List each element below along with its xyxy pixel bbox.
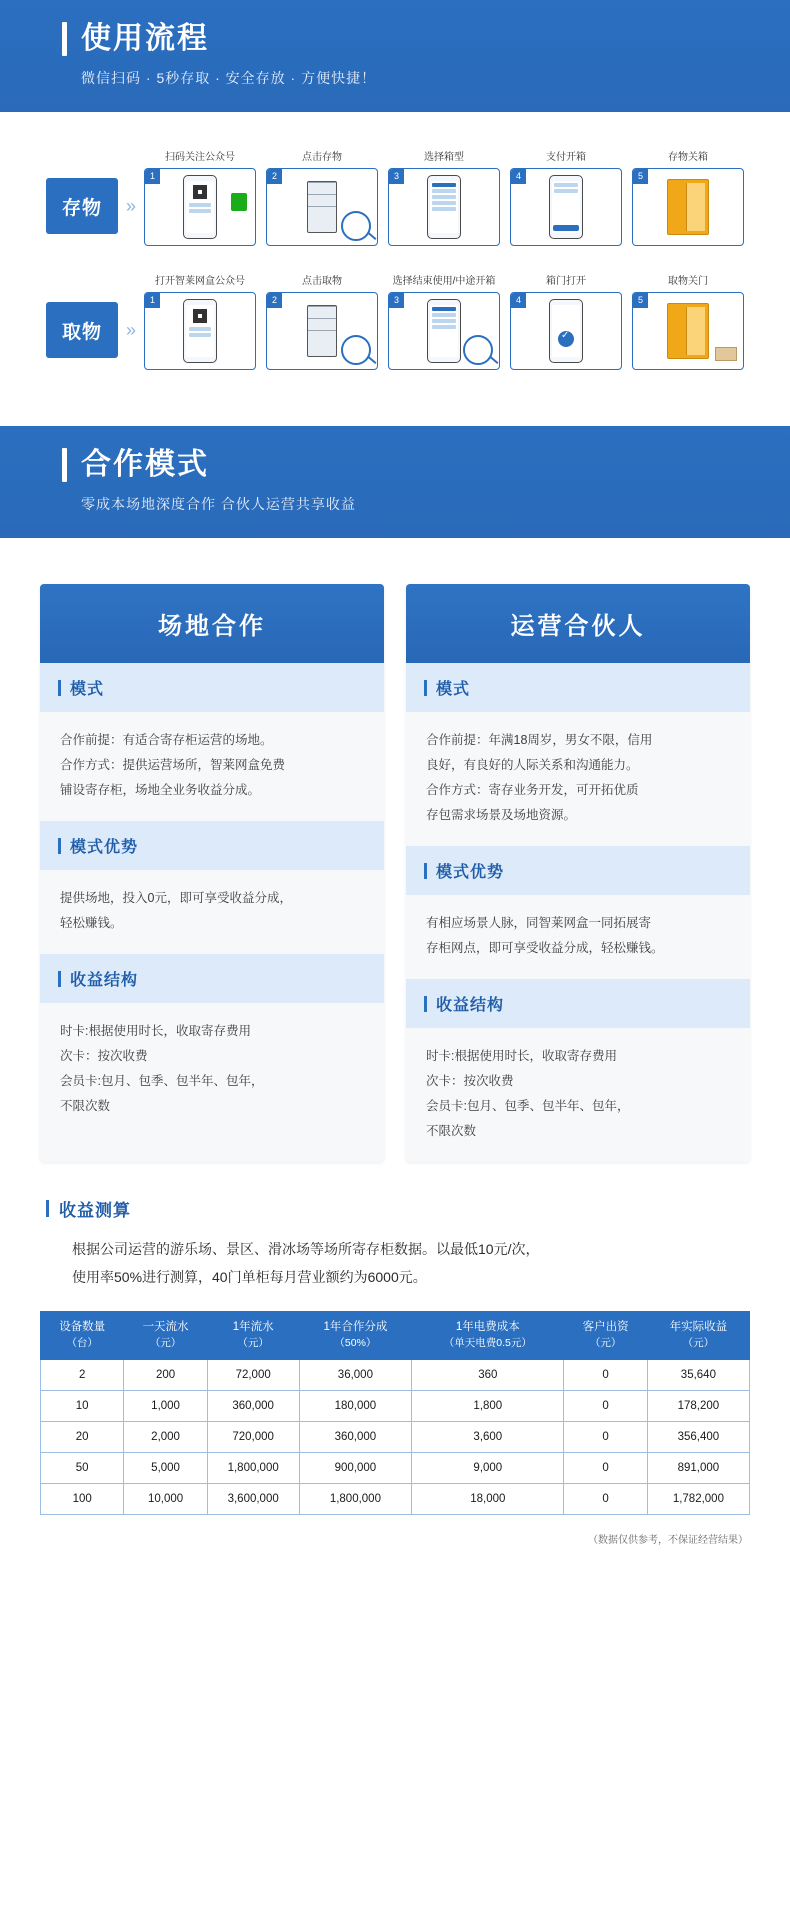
flow-row-label: 存物 <box>46 178 118 234</box>
card-body-line: 合作方式：提供运营场所，智莱网盒免费 <box>60 758 286 772</box>
flow-step-caption: 选择箱型 <box>424 152 465 163</box>
card-body-line: 存柜网点，即可享受收益分成，轻松赚钱。 <box>426 941 664 955</box>
flow-step-art <box>632 168 744 246</box>
accent-bar <box>62 448 67 482</box>
phone-icon <box>427 299 461 363</box>
revenue-estimate <box>0 1172 790 1291</box>
phone-icon <box>427 175 461 239</box>
column-label: 客户出资 <box>582 1321 629 1333</box>
card-body-line: 提供场地，投入0元，即可享受收益分成， <box>60 891 292 905</box>
table-cell: 5,000 <box>124 1453 207 1484</box>
table-row <box>41 1360 750 1391</box>
card-title: 场地合作 <box>40 584 384 663</box>
flow-title: 使用流程 <box>81 22 209 55</box>
open-door-icon <box>667 303 709 359</box>
table-cell: 20 <box>41 1422 124 1453</box>
table-cell: 1,800,000 <box>299 1484 412 1515</box>
flow-banner <box>0 0 790 112</box>
card-body-line: 次卡：按次收费 <box>426 1074 514 1088</box>
flow-step-art <box>388 292 500 370</box>
card-section-header <box>406 979 750 1028</box>
table-cell: 360,000 <box>207 1391 299 1422</box>
flow-step-art <box>144 168 256 246</box>
card-body-line: 良好，有良好的人际关系和沟通能力。 <box>426 758 639 772</box>
estimate-title: 收益测算 <box>59 1201 131 1220</box>
flow-row-label: 取物 <box>46 302 118 358</box>
flow-step-caption: 箱门打开 <box>546 276 587 287</box>
flow-step <box>632 148 744 246</box>
qr-code-icon <box>193 309 207 323</box>
estimate-paragraph-line: 使用率50%进行测算，40门单柜每月营业额约为6000元。 <box>72 1269 427 1285</box>
table-cell: 360,000 <box>299 1422 412 1453</box>
card-body-line: 次卡：按次收费 <box>60 1049 148 1063</box>
chevron-right-icon: » <box>126 196 137 216</box>
estimate-header <box>46 1196 744 1221</box>
table-cell: 1,800,000 <box>207 1453 299 1484</box>
flow-step-number: 2 <box>267 169 282 184</box>
flow-step-art <box>144 292 256 370</box>
flow-step-number: 2 <box>267 293 282 308</box>
column-label: 1年流水 <box>232 1321 274 1333</box>
estimate-table-container <box>0 1291 790 1523</box>
column-unit: （元） <box>682 1337 715 1350</box>
flow-step-art <box>632 292 744 370</box>
table-cell: 50 <box>41 1453 124 1484</box>
accent-bar <box>424 996 427 1012</box>
cooperation-banner <box>0 426 790 538</box>
card-body-line: 存包需求场景及场地资源。 <box>426 808 577 822</box>
table-cell: 200 <box>124 1360 207 1391</box>
table-cell: 10,000 <box>124 1484 207 1515</box>
magnifier-icon <box>463 335 493 365</box>
flow-step-caption: 点击取物 <box>302 276 343 287</box>
locker-icon <box>307 305 337 357</box>
card-body-line: 合作方式：寄存业务开发，可开拓优质 <box>426 783 639 797</box>
flow-step <box>144 148 256 246</box>
flow-step-art <box>510 168 622 246</box>
table-cell: 900,000 <box>299 1453 412 1484</box>
card-section-title: 模式 <box>436 681 471 698</box>
flow-step-caption: 打开智莱网盒公众号 <box>155 276 246 287</box>
column-unit: （元） <box>589 1337 622 1350</box>
accent-bar <box>424 680 427 696</box>
table-column-header <box>647 1312 749 1360</box>
table-cell: 0 <box>564 1422 647 1453</box>
table-cell: 2,000 <box>124 1422 207 1453</box>
table-cell: 356,400 <box>647 1422 749 1453</box>
table-cell: 35,640 <box>647 1360 749 1391</box>
column-label: 1年电费成本 <box>455 1321 520 1333</box>
table-cell: 0 <box>564 1391 647 1422</box>
table-cell: 3,600,000 <box>207 1484 299 1515</box>
flow-steps <box>144 148 744 246</box>
card-section-title: 模式优势 <box>436 864 505 881</box>
card-section-header <box>40 954 384 1003</box>
flow-step <box>510 148 622 246</box>
cooperation-title: 合作模式 <box>81 448 209 481</box>
card-section-title: 收益结构 <box>436 997 505 1014</box>
flow-step <box>632 272 744 370</box>
package-icon <box>715 347 737 361</box>
flow-step-caption: 点击存物 <box>302 152 343 163</box>
estimate-paragraph <box>46 1235 744 1291</box>
cooperation-banner-title-row <box>62 448 790 482</box>
card-section-title: 模式 <box>70 681 105 698</box>
flow-step <box>144 272 256 370</box>
flow-step-caption: 选择结束使用/中途开箱 <box>392 276 496 287</box>
flow-step <box>388 272 500 370</box>
flow-step-number: 4 <box>511 169 526 184</box>
cooperation-subtitle: 零成本场地深度合作 合伙人运营共享收益 <box>81 496 356 512</box>
estimate-paragraph-line: 根据公司运营的游乐场、景区、滑冰场等场所寄存柜数据。以最低10元/次， <box>72 1241 540 1257</box>
table-cell: 360 <box>412 1360 564 1391</box>
card-body-line: 会员卡:包月、包季、包半年、包年， <box>426 1099 630 1113</box>
table-cell: 1,782,000 <box>647 1484 749 1515</box>
table-body <box>41 1360 750 1515</box>
card-section-body <box>40 712 384 821</box>
table-cell: 2 <box>41 1360 124 1391</box>
flow-steps <box>144 272 744 370</box>
card-section-body <box>406 1028 750 1162</box>
magnifier-icon <box>341 335 371 365</box>
card-section-body <box>40 1003 384 1137</box>
table-cell: 100 <box>41 1484 124 1515</box>
flow-step-caption: 支付开箱 <box>546 152 587 163</box>
flow-step-art <box>266 168 378 246</box>
card-body-line: 会员卡:包月、包季、包半年、包年， <box>60 1074 264 1088</box>
table-cell: 0 <box>564 1484 647 1515</box>
flow-row-pickup <box>46 272 744 370</box>
table-cell: 1,800 <box>412 1391 564 1422</box>
flow-step-art <box>266 292 378 370</box>
flow-step <box>510 272 622 370</box>
card-title: 运营合伙人 <box>406 584 750 663</box>
card-body-line: 不限次数 <box>426 1124 477 1138</box>
table-cell: 178,200 <box>647 1391 749 1422</box>
table-row <box>41 1391 750 1422</box>
card-body-line: 铺设寄存柜，场地全业务收益分成。 <box>60 783 261 797</box>
column-label: 1年合作分成 <box>323 1321 388 1333</box>
column-unit: （元） <box>237 1337 269 1350</box>
table-cell: 9,000 <box>412 1453 564 1484</box>
phone-icon <box>549 299 583 363</box>
accent-bar <box>58 838 61 854</box>
flow-subtitle: 微信扫码 · 5秒存取 · 安全存放 · 方便快捷！ <box>81 70 377 86</box>
flow-step-caption: 扫码关注公众号 <box>165 152 236 163</box>
flow-row-deposit <box>46 148 744 246</box>
flow-step-number: 1 <box>145 293 160 308</box>
flow-step-art <box>510 292 622 370</box>
table-column-header <box>564 1312 647 1360</box>
card-body-line: 有相应场景人脉，同智莱网盒一同拓展寄 <box>426 916 652 930</box>
column-label: 一天流水 <box>142 1321 189 1333</box>
flow-step <box>266 148 378 246</box>
card-section-header <box>40 663 384 712</box>
flow-step <box>266 272 378 370</box>
flow-banner-title-row <box>62 22 790 56</box>
flow-step-art <box>388 168 500 246</box>
phone-icon <box>183 299 217 363</box>
card-section-header <box>406 846 750 895</box>
table-column-header <box>124 1312 207 1360</box>
open-door-icon <box>667 179 709 235</box>
table-header <box>41 1312 750 1360</box>
card-body-line: 时卡:根据使用时长，收取寄存费用 <box>60 1024 251 1038</box>
wechat-badge-icon <box>231 193 247 211</box>
table-cell: 720,000 <box>207 1422 299 1453</box>
revenue-table <box>40 1311 750 1515</box>
flow-step-number: 3 <box>389 293 404 308</box>
qr-code-icon <box>193 185 207 199</box>
table-cell: 10 <box>41 1391 124 1422</box>
accent-bar <box>424 863 427 879</box>
card-section-header <box>406 663 750 712</box>
table-cell: 891,000 <box>647 1453 749 1484</box>
card-section-body <box>406 712 750 846</box>
table-cell: 18,000 <box>412 1484 564 1515</box>
flow-step-number: 4 <box>511 293 526 308</box>
column-unit: （台） <box>66 1337 98 1350</box>
column-unit: （单天电费0.5元） <box>443 1337 532 1350</box>
magnifier-icon <box>341 211 371 241</box>
flow-step-number: 5 <box>633 293 648 308</box>
flow-step-caption: 存物关箱 <box>668 152 709 163</box>
accent-bar <box>58 971 61 987</box>
table-row <box>41 1453 750 1484</box>
table-column-header <box>207 1312 299 1360</box>
table-column-header <box>299 1312 412 1360</box>
column-unit: （元） <box>149 1337 182 1350</box>
column-unit: （50%） <box>334 1337 377 1350</box>
flow-step-number: 1 <box>145 169 160 184</box>
accent-bar <box>62 22 67 56</box>
card-section-body <box>406 895 750 979</box>
chevron-right-icon: » <box>126 320 137 340</box>
card-body-line: 不限次数 <box>60 1099 111 1113</box>
table-disclaimer: （数据仅供参考，不保证经营结果） <box>588 1535 748 1546</box>
card-body-line: 轻松赚钱。 <box>60 916 123 930</box>
accent-bar <box>58 680 61 696</box>
table-cell: 0 <box>564 1453 647 1484</box>
table-cell: 180,000 <box>299 1391 412 1422</box>
flow-step-number: 5 <box>633 169 648 184</box>
accent-bar <box>46 1200 49 1217</box>
flow-step-number: 3 <box>389 169 404 184</box>
phone-icon <box>183 175 217 239</box>
table-cell: 1,000 <box>124 1391 207 1422</box>
card-section-title: 收益结构 <box>70 972 139 989</box>
table-column-header <box>412 1312 564 1360</box>
flow-step-caption: 取物关门 <box>668 276 709 287</box>
flow-step <box>388 148 500 246</box>
success-check-icon <box>558 331 574 347</box>
cooperation-cards <box>0 538 790 1172</box>
table-column-header <box>41 1312 124 1360</box>
table-cell: 36,000 <box>299 1360 412 1391</box>
locker-icon <box>307 181 337 233</box>
table-cell: 72,000 <box>207 1360 299 1391</box>
column-label: 年实际收益 <box>669 1321 728 1333</box>
card-section-header <box>40 821 384 870</box>
card-section-body <box>40 870 384 954</box>
table-cell: 3,600 <box>412 1422 564 1453</box>
card-body-line: 时卡:根据使用时长，收取寄存费用 <box>426 1049 617 1063</box>
card-body-line: 合作前提：有适合寄存柜运营的场地。 <box>60 733 273 747</box>
flow-diagram <box>0 112 790 426</box>
column-label: 设备数量 <box>59 1321 106 1333</box>
card-section-title: 模式优势 <box>70 839 139 856</box>
table-header-row <box>41 1312 750 1360</box>
card-body-line: 合作前提：年满18周岁，男女不限，信用 <box>426 733 653 747</box>
pay-button-icon <box>553 225 579 231</box>
table-row <box>41 1484 750 1515</box>
cooperation-card-partner <box>406 584 750 1162</box>
cooperation-card-venue <box>40 584 384 1162</box>
table-cell: 0 <box>564 1360 647 1391</box>
table-row <box>41 1422 750 1453</box>
